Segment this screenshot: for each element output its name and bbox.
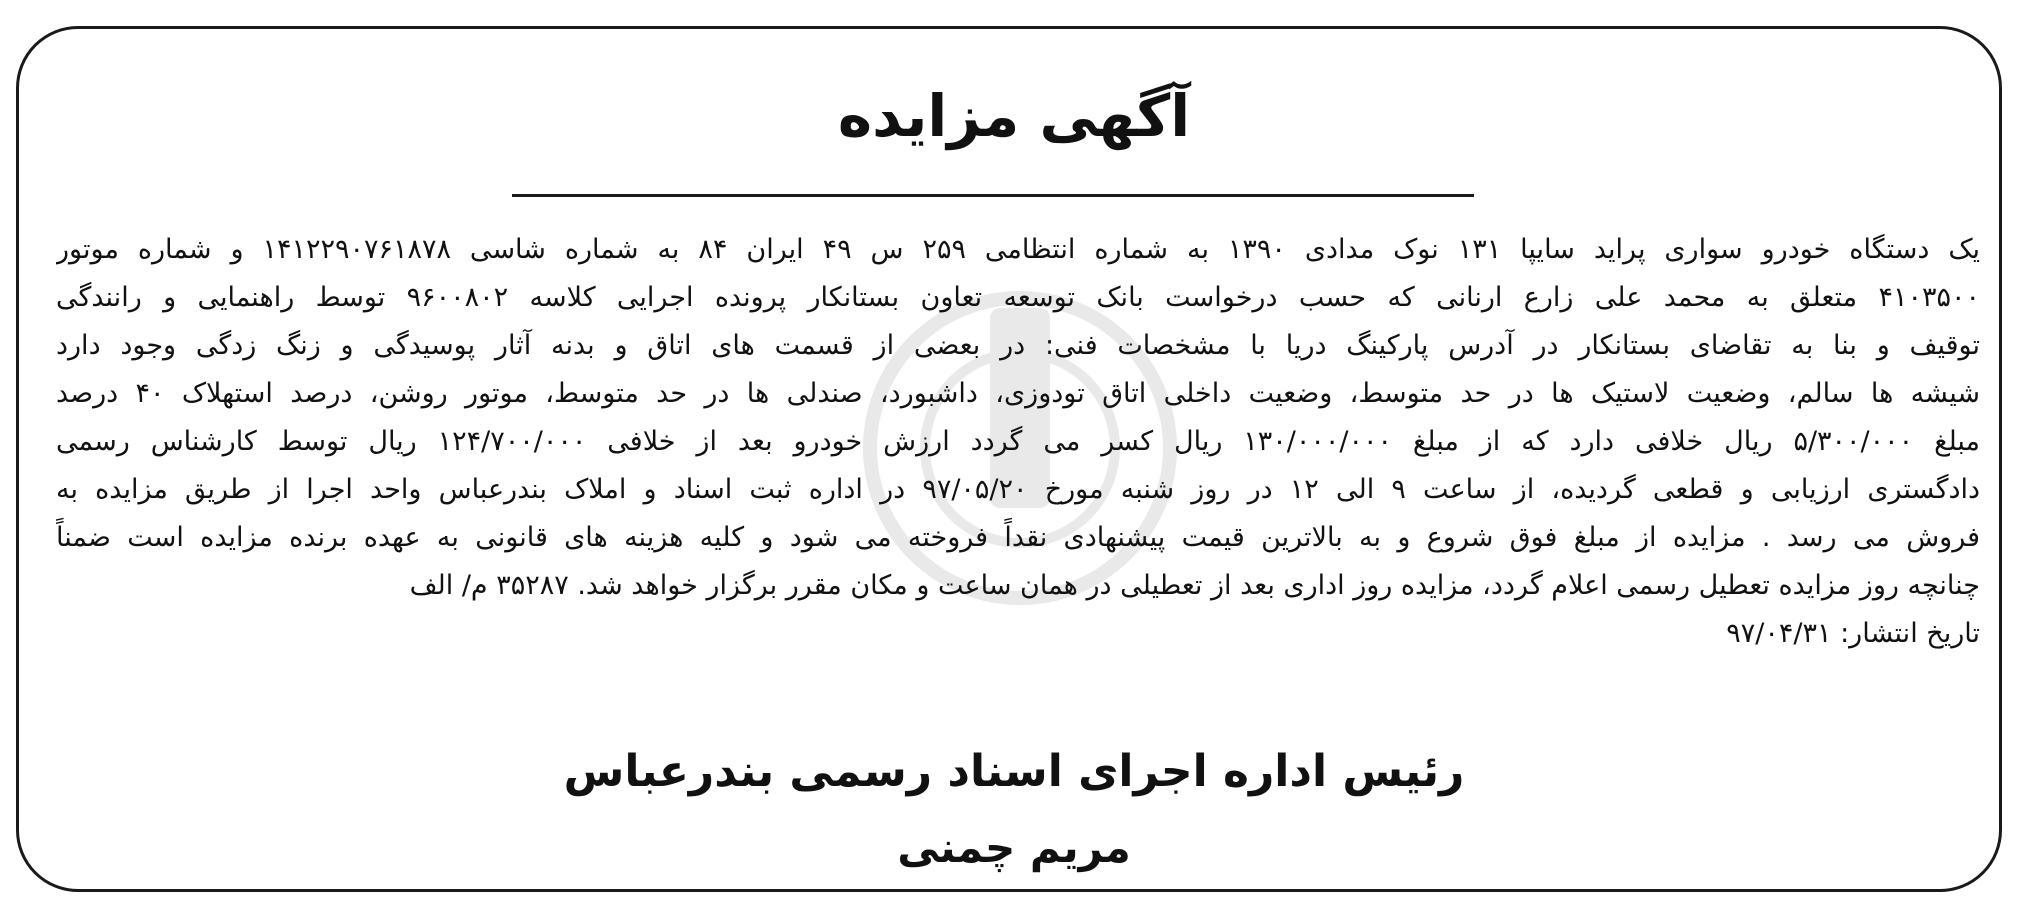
publish-date: تاریخ انتشار: ۹۷/۰۴/۳۱ xyxy=(1726,618,1980,649)
body-line: فروش می رسد . مزایده از مبلغ فوق شروع و به بالاترین قیمت پیشنهادی نقداً فروخته می شود و کلیه هزینه های قانونی به عهده برنده مزایده است ضمناً xyxy=(56,522,1980,553)
signer-name: مریم چمنی xyxy=(897,823,1131,872)
body-line: یک دستگاه خودرو سواری پراید سایپا ۱۳۱ نوک مدادی ۱۳۹۰ به شماره انتظامی ۲۵۹ س ۴۹ ایران ۸۴ به شماره شاسی ۱۴۱۲۲۹۰۷۶۱۸۷۸ و شماره موتور xyxy=(56,234,1980,265)
body-line: ۴۱۰۳۵۰۰ متعلق به محمد علی زارع ارنانی که حسب درخواست بانک توسعه تعاون بستانکار پرونده اجرایی کلاسه ۹۶۰۰۸۰۲ توسط راهنمایی و رانندگی xyxy=(56,282,1980,313)
signer-title: رئیس اداره اجرای اسناد رسمی بندرعباس xyxy=(563,746,1465,797)
notice-body xyxy=(56,226,1980,658)
notice-title: آگهی مزایده xyxy=(837,82,1191,150)
body-line: توقیف و بنا به تقاضای بستانکار در آدرس پارکینگ دریا با مشخصات فنی: در بعضی از قسمت های اتاق و بدنه آثار پوسیدگی و زنگ زدگی وجود دارد xyxy=(56,330,1980,361)
body-line: دادگستری ارزیابی و قطعی گردیده، از ساعت ۹ الی ۱۲ در روز شنبه مورخ ۹۷/۰۵/۲۰ در اداره ثبت اسناد و املاک بندرعباس واحد اجرا از طریق مزایده به xyxy=(56,474,1980,505)
body-line: چنانچه روز مزایده تعطیل رسمی اعلام گردد، مزایده روز اداری بعد از تعطیلی در همان ساعت و مکان مقرر برگزار خواهد شد. ۳۵۲۸۷ م/ الف xyxy=(409,570,1980,601)
body-line: شیشه ها سالم، وضعیت لاستیک ها در حد متوسط، وضعیت داخلی اتاق تودوزی، داشبورد، صندلی ها در حد متوسط، موتور روشن، درصد استهلاک ۴۰ درصد xyxy=(56,378,1980,409)
title-divider xyxy=(512,194,1474,197)
body-line: مبلغ ۵/۳۰۰/۰۰۰ ریال خلافی دارد که از مبلغ ۱۳۰/۰۰۰/۰۰۰ ریال کسر می گردد ارزش خودرو بعد از خلافی ۱۲۴/۷۰۰/۰۰۰ ریال توسط کارشناس رسمی xyxy=(56,426,1980,457)
